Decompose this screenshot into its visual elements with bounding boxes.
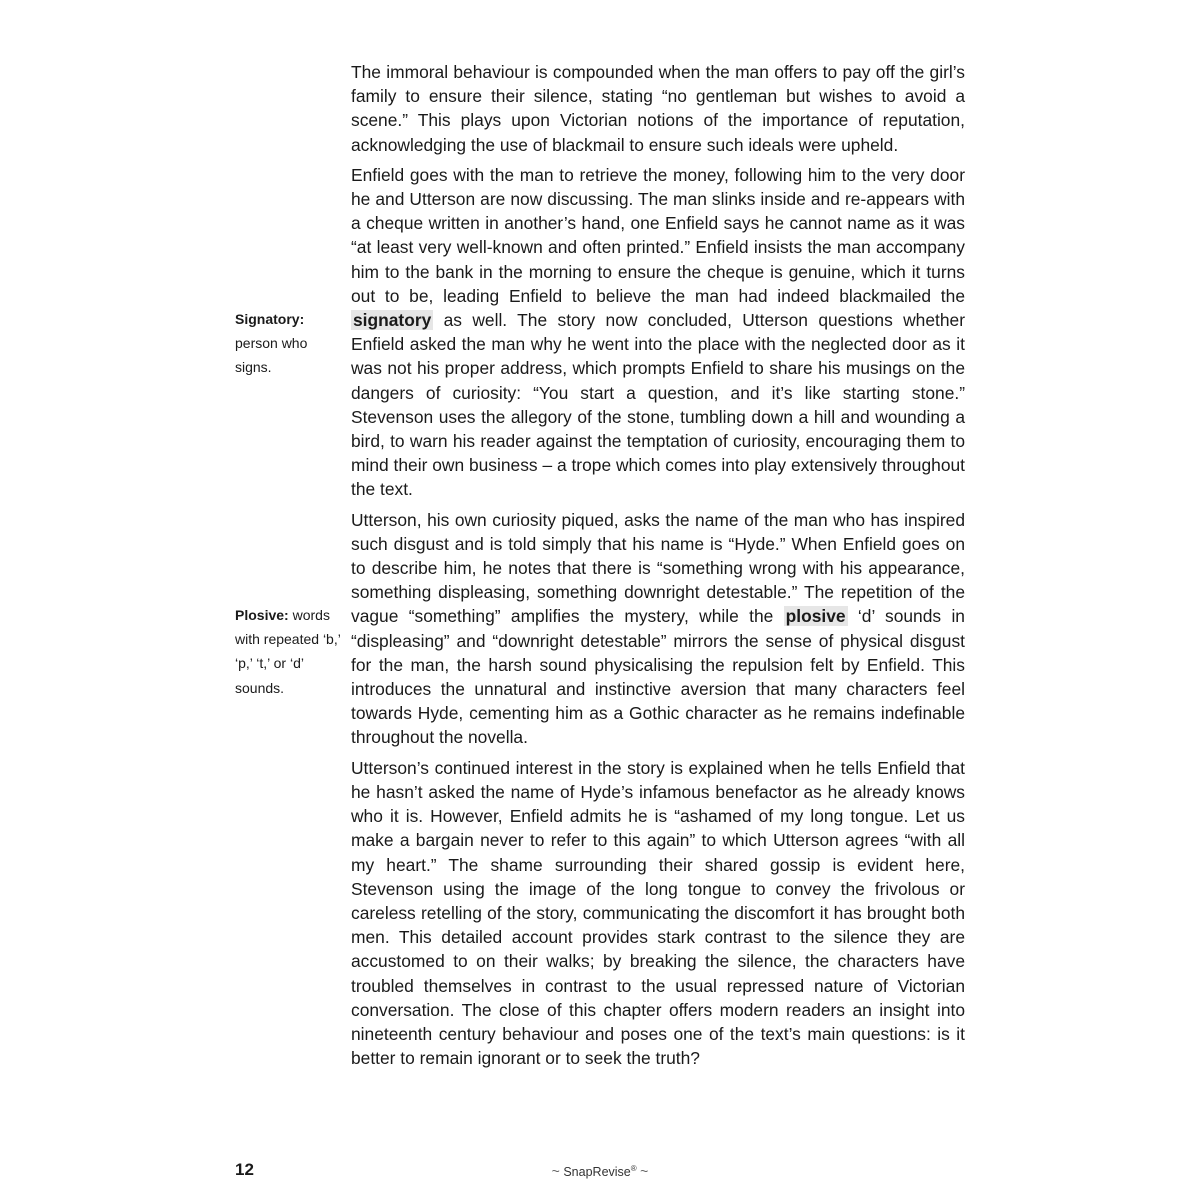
paragraph-text: ‘d’ sounds in “displeasing” and “downright detestable” mirrors the sense of physical disgust for the man, the harsh sound physicalising the repulsion felt by Enfield. This introduces the unnatural and instinctive aversion that many characters feel towards Hyde, cementing him as a Gothic character as he remains indefinable throughout the novella. [351, 606, 965, 748]
paragraph-text: The immoral behaviour is compounded when the man offers to pay off the girl’s family to ensure their silence, stating “no gentleman but wishes to avoid a scene.” This plays upon Victorian notions of the importance of reputation, acknowledging the use of blackmail to ensure such ideals were upheld. [351, 62, 965, 155]
tilde-right: ~ [640, 1163, 649, 1179]
keyword-signatory: signatory [353, 310, 432, 331]
paragraph-1 [351, 60, 965, 157]
paragraph-text: as well. The story now concluded, Utterson questions whether Enfield asked the man why he went into the place with the neglected door as it was not his proper address, which prompts Enfield to share his musings on the dangers of curiosity: “You start a question, and it’s like starting stone.” Stevenson uses the allegory of the stone, tumbling down a hill and wounding a bird, to warn his reader against the temptation of curiosity, encouraging them to mind their own business – a trope which comes into play extensively throughout the text. [351, 310, 965, 500]
glossary-signatory [235, 307, 345, 380]
main-text [351, 60, 965, 1076]
paragraph-4 [351, 756, 965, 1071]
paragraph-3 [351, 508, 965, 750]
glossary-plosive [235, 603, 345, 700]
glossary-definition: words with repeated ‘b,’ ‘p,’ ‘t,’ or ‘d’ sounds. [235, 607, 341, 696]
glossary-term: Signatory: [235, 311, 305, 327]
paragraph-text: Utterson’s continued interest in the story is explained when he tells Enfield that he hasn’t asked the name of Hyde’s infamous benefactor as he already knows who it is. However, Enfield admits he is “ashamed of my long tongue. Let us make a bargain never to refer to this again” to which Utterson agrees “with all my heart.” The shame surrounding their shared gossip is evident here, Stevenson using the image of the long tongue to convey the frivolous or careless retelling of the story, communicating the discomfort it has brought both men. This detailed account provides stark contrast to the silence they are accustomed to on their walks; by breaking the silence, the characters have troubled themselves in contrast to the usual repressed nature of Victorian conversation. The close of this chapter offers modern readers an insight into nineteenth century behaviour and poses one of the text’s main questions: is it better to remain ignorant or to seek the truth? [351, 757, 965, 1069]
paragraph-text: Enfield goes with the man to retrieve the money, following him to the very door he and Utterson are now discussing. The man slinks inside and re-appears with a cheque written in another’s hand, one Enfield says he cannot name as it was “at least very well-known and often printed.” Enfield insists the man accompany him to the bank in the morning to ensure the cheque is genuine, which it turns out to be, leading Enfield to believe the man had indeed blackmailed the [351, 164, 965, 306]
brand-name: SnapRevise [563, 1165, 631, 1179]
paragraph-2 [351, 163, 965, 502]
keyword-plosive: plosive [785, 606, 846, 627]
tilde-left: ~ [551, 1163, 560, 1179]
glossary-term: Plosive: [235, 607, 289, 623]
paragraph-text: Utterson, his own curiosity piqued, asks the name of the man who has inspired such disgust and is told simply that his name is “Hyde.” When Enfield goes on to describe him, he notes that there is “something wrong with his appearance, something displeasing, something downright detestable.” The repetition of the vague “something” amplifies the mystery, while the [351, 509, 965, 627]
footer-brand [0, 1163, 1200, 1179]
registered-mark: ® [630, 1163, 637, 1173]
page-number: 12 [235, 1160, 254, 1179]
glossary-definition: person who signs. [235, 335, 308, 376]
